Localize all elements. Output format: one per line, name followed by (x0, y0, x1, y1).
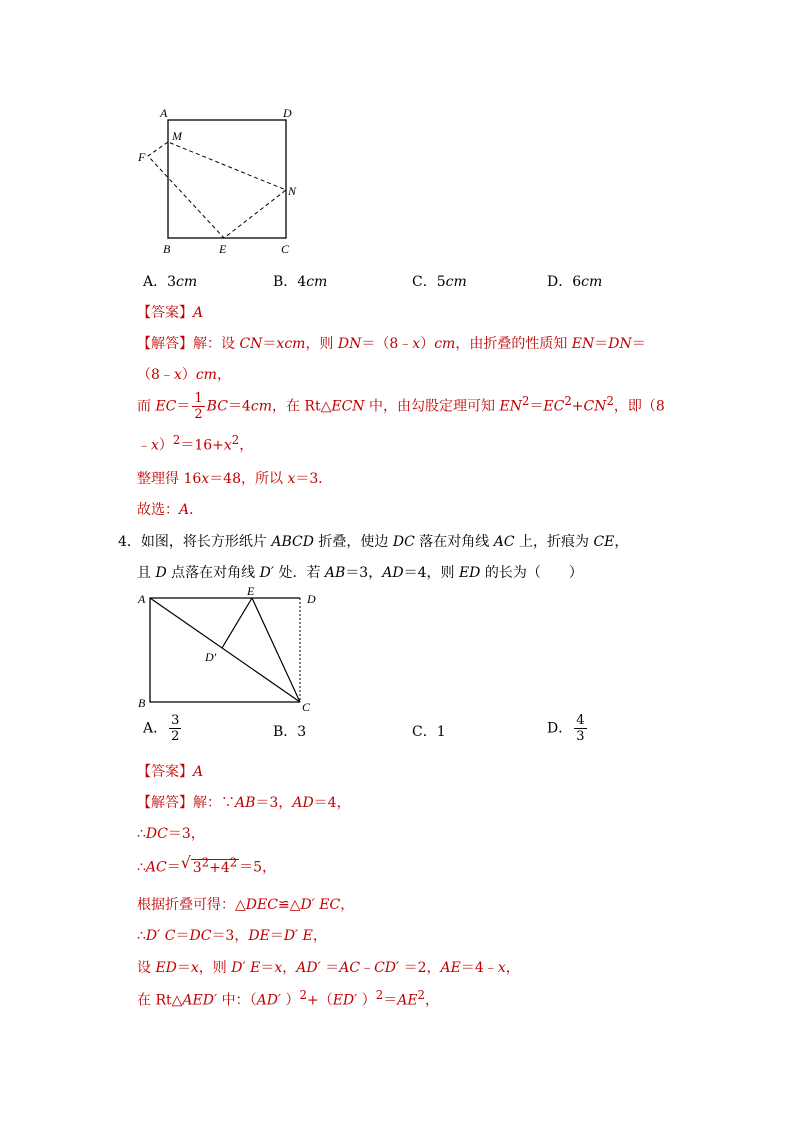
label2-A: A (138, 592, 146, 606)
label2-D: D (307, 592, 316, 606)
label-C: C (281, 242, 290, 256)
label-A: A (160, 106, 168, 120)
rectangle-fold-figure (130, 585, 330, 715)
sqrt-expression: √ $3^2+4^2$ (180, 853, 238, 876)
label-E: E (219, 242, 227, 256)
label2-C: C (302, 700, 311, 714)
label-D: D (283, 106, 292, 120)
q3-option-d: D．6cm (547, 274, 603, 290)
q3-solution-line1: 【解答】解：设 CN＝xcm，则 DN＝（8﹣x）cm，由折叠的性质知 EN＝DN＝ (137, 336, 646, 352)
q4-solution-line7: 在 Rt△AED′ 中：（AD′ ）$^2$+（ED′ ）$^2=AE^2$， (137, 988, 439, 1009)
q4-option-b: B．3 (273, 724, 307, 740)
q4-answer: 【答案】A (137, 764, 204, 780)
q4-solution-line4: 根据折叠可得：△DEC≌△D′ EC， (137, 897, 355, 913)
q3-answer: 【答案】A (137, 305, 204, 321)
q3-option-b: B．4cm (273, 274, 328, 290)
q3-solution-line5: 整理得 16x＝48，所以 x＝3． (137, 471, 333, 487)
q4-option-d: D． $\frac{4}{3}$ (547, 713, 585, 744)
q4-stem-line1: 4．如图，将长方形纸片 ABCD 折叠，使边 DC 落在对角线 AC 上，折痕为 CE， (118, 534, 629, 550)
q4-solution-line1: 【解答】解：∵AB＝3，AD＝4， (137, 795, 351, 811)
q3-solution-line4: $﹣x)^2=16+x^2$， (137, 433, 254, 454)
q4-solution-line5: ∴D′ C＝DC＝3，DE＝D′ E， (137, 928, 327, 944)
square-fold-figure (130, 100, 310, 260)
q3-solution-line2: （8﹣x）cm， (137, 367, 231, 383)
fraction-one-half: $\frac{1}{2}$ (194, 391, 203, 422)
label2-E: E (247, 585, 255, 598)
q3-solution-line6: 故选：A． (137, 502, 204, 518)
q4-option-c: C．1 (412, 724, 446, 740)
q3-option-c: C．5cm (412, 274, 467, 290)
q3-option-a: A．3cm (143, 274, 198, 290)
q3-solution-line3: 而 EC＝ $\frac{1}{2}$ BC＝4cm，在 Rt△ECN 中，由勾股定理可知 $EN^2=EC^2+CN^2$，即（8 (137, 391, 665, 422)
label2-B: B (138, 696, 146, 710)
label-M: M (172, 129, 182, 143)
label-B: B (163, 242, 171, 256)
label-N: N (288, 184, 297, 198)
label-F: F (138, 150, 146, 164)
q4-option-a: A． $\frac{3}{2}$ (143, 713, 180, 744)
q3-options (143, 271, 197, 291)
q4-stem-line2: 且 D 点落在对角线 D′ 处．若 AB＝3，AD＝4，则 ED 的长为（ ） (137, 565, 583, 581)
label2-Dprime: D′ (205, 650, 217, 664)
q4-solution-line2: ∴DC＝3， (137, 826, 205, 842)
q4-solution-line3: ∴AC＝ √ $3^2+4^2 =5$， (137, 853, 277, 876)
q4-solution-line6: 设 ED＝x，则 D′ E＝x，AD′ ＝AC﹣CD′ ＝2，AE＝4﹣x， (137, 960, 520, 976)
